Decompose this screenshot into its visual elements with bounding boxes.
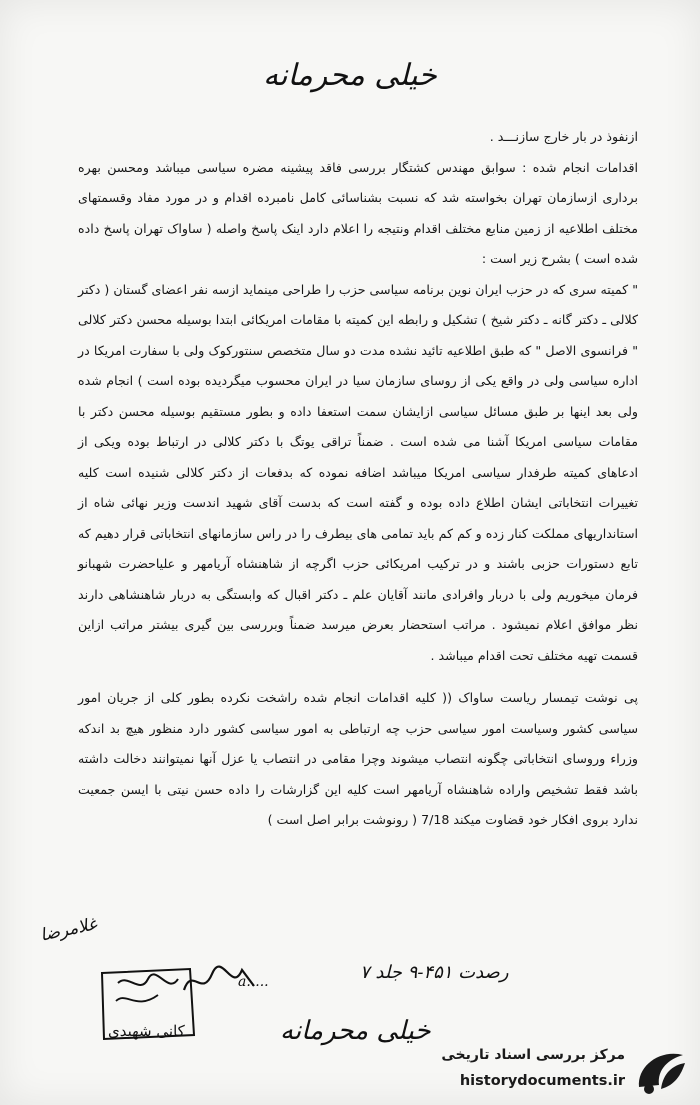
archive-logo-icon <box>631 1045 689 1099</box>
paragraph-report: " کمیته سری که در حزب ایران نوین برنامه سیاسی حزب را طراحی مینماید ازسه نفر اعضای گستان ( دکتر کلالی ـ دکتر گانه ـ دکتر شیخ ) تشکیل و رابطه این کمیته با مقامات امریکائی ابتدا بوسیله محسن دکتر کلالی " فرانسوی الاصل " که طبق اطلاعیه تائید نشده مدت دو سال متخصص سنتورکوک ولی با سفارت امریکا در اداره سیاسی ولی در واقع یکی از روسای سازمان سیا در ایران محسوب میگردیده بوده است ) انجام شده ولی بعد اینها بر طبق مسائل سیاسی ازایشان سمت استعفا داده و بطور مستقیم بوسیله محسن دکتر با مقامات سیاسی امریکا آشنا می شده است . ضمناً تراقی یوتگ با دکتر کلالی در ارتباط بوده ویکی از ادعاهای کمیته طرفدار سیاسی امریکا میباشد اضافه نموده که بدفعات از دکتر کلالی شنیده است کلیه تغییرات انتخاباتی ایشان اطلاع داده بوده و گفته است که بدست آقای شهید اندست وزیر نهائی شاه از استانداریهای مملکت کنار زده و کم کم باید تمامی های بیطرف را در راس سازمانهای انتخاباتی قرار دهیم که تابع دستورات حزبی باشند و در ترکیب امریکائی حزب اگرچه از شاهنشاه آریامهر و علیاحضرت شهبانو فرمان میخوریم ولی با دربار وافرادی مانند آقایان علم ـ دکتر اقبال که وابستگی به دربار شاهنشاهی دارند نظر موافق اعلام نمیشود . مراتب استحضار بعرض میرسد ضمناً وبررسی بین گیری بیشتر مراتب ازاین قسمت تهیه مختلف تحت اقدام میباشد . <box>78 281 638 663</box>
watermark <box>410 1043 695 1101</box>
watermark-url: historydocuments.ir <box>459 1073 625 1089</box>
paragraph-intro: ازنفوذ در بار خارج سازنـــد . <box>489 129 638 144</box>
watermark-org-name: مرکز بررسی اسناد تاریخی <box>441 1047 625 1063</box>
letter-body <box>78 122 638 836</box>
initials-text: a..... <box>238 974 269 990</box>
stamp-text: کانی شهیدی <box>108 1022 185 1040</box>
paragraph-actions-taken: اقدامات انجام شده : سوابق مهندس کشتگار بررسی فاقد پیشینه مضره سیاسی میباشد ومحسن بهره برداری ازسازمان تهران بخواسته شد که نسبت بشناسائی کامل نامبرده اقدام و در مورد مفاد وقسمتهای مختلف اطلاعیه از زمین منابع مختلف اقدام ونتیجه را اعلام دارد اینک پاسخ واصله ( ساواک تهران پاسخ داده شده است ) بشرح زیر است : <box>78 159 638 266</box>
handwritten-signature-name: غلامرضا <box>38 914 99 946</box>
footer-classification: خیلی محرمانه <box>280 1016 431 1046</box>
classification-heading: خیلی محرمانه <box>263 58 437 93</box>
paragraph-postscript: پی نوشت تیمسار ریاست ساواک (( کلیه اقدامات انجام شده راشخت نکرده بطور کلی از جریان امور سیاسی کشور وسیاست امور سیاسی حزب چه ارتباطی به امور سیاسی کشور دارد منظور هیچ بد اندکه وزراء وروسای انتخاباتی چگونه انتصاب میشوند وچرا مقامی در انتصاب یا عزل آنها نمیتوانند دخالت داشته باشد فقط تشخیص واراده شاهنشاه آریامهر است کلیه این گزارشات را داده حسن نیتی با ایسن جمعیت ندارد بروی افکار خود قضاوت میکند 7/18 ( رونوشت برابر اصل است ) <box>78 690 638 827</box>
reference-number: رصدت ۴۵۱-۹ جلد ۷ <box>360 962 509 983</box>
